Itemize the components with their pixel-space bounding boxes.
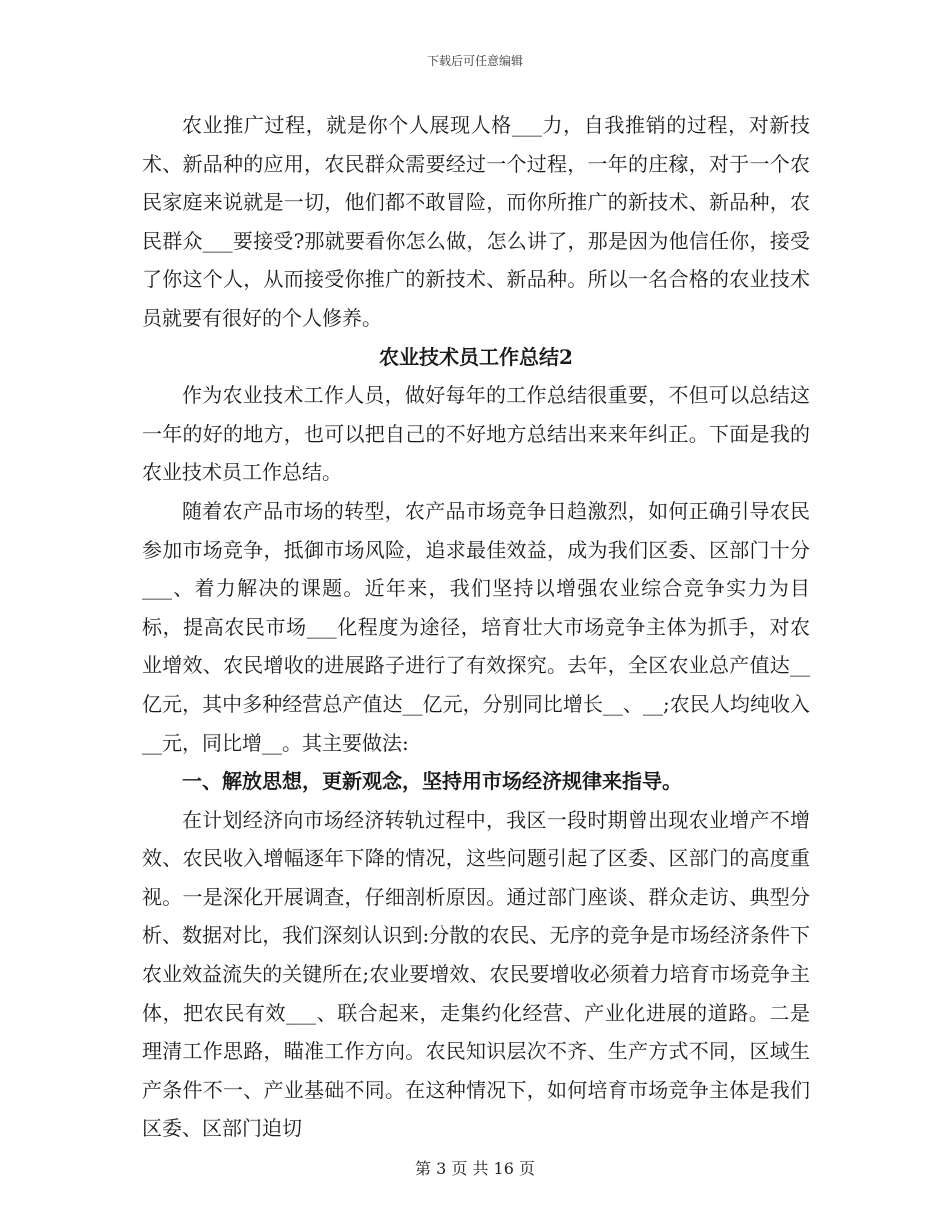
page-footer: 第 3 页 共 16 页 <box>415 1159 535 1178</box>
subheading-1: 一、解放思想，更新观念，坚持用市场经济规律来指导。 <box>182 769 682 794</box>
paragraph-4: 在计划经济向市场经济转轨过程中，我区一段时期曾出现农业增产不增效、农民收入增幅逐年下降的情况，这些问题引起了区委、区部门的高度重视。一是深化开展调查，仔细剖析原因。通过部门座谈、群众走访、典型分析、数据对比，我们深刻认识到:分散的农民、无序的竞争是市场经济条件下农业效益流失的关键所在;农业要增效、农民要增收必须着力培育市场竞争主体，把农民有效___、联合起来，走集约化经营、产业化进展的道路。二是理清工作思路，瞄准工作方向。农民知识层次不齐、生产方式不同，区域生产条件不一、产业基础不同。在这种情况下，如何培育市场竞争主体是我们区委、区部门迫切 <box>142 807 810 1141</box>
paragraph-1: 农业推广过程，就是你个人展现人格___力，自我推销的过程，对新技术、新品种的应用，农民群众需要经过一个过程，一年的庄稼，对于一个农民家庭来说就是一切，他们都不敢冒险，而你所推广的新技术、新品种，农民群众___要接受?那就要看你怎么做，怎么讲了，那是因为他信任你，接受了你这个人，从而接受你推广的新技术、新品种。所以一名合格的农业技术员就要有很好的个人修养。 <box>142 113 810 330</box>
paragraph-2: 作为农业技术工作人员，做好每年的工作总结很重要，不但可以总结这一年的好的地方，也可以把自己的不好地方总结出来来年纠正。下面是我的农业技术员工作总结。 <box>142 383 810 485</box>
paragraph-3: 随着农产品市场的转型，农产品市场竞争日趋激烈，如何正确引导农民参加市场竞争，抵御市场风险，追求最佳效益，成为我们区委、区部门十分___、着力解决的课题。近年来，我们坚持以增强农业综合竞争实力为目标，提高农民市场___化程度为途径，培育壮大市场竞争主体为抓手，对农业增效、农民增收的进展路子进行了有效探究。去年，全区农业总产值达__亿元，其中多种经营总产值达__亿元，分别同比增长__、__;农民人均纯收入__元，同比增__。其主要做法: <box>142 498 810 755</box>
document-body <box>142 106 810 1148</box>
section-title: 农业技术员工作总结2 <box>379 344 573 369</box>
page-header: 下载后可任意编辑 <box>426 54 523 68</box>
